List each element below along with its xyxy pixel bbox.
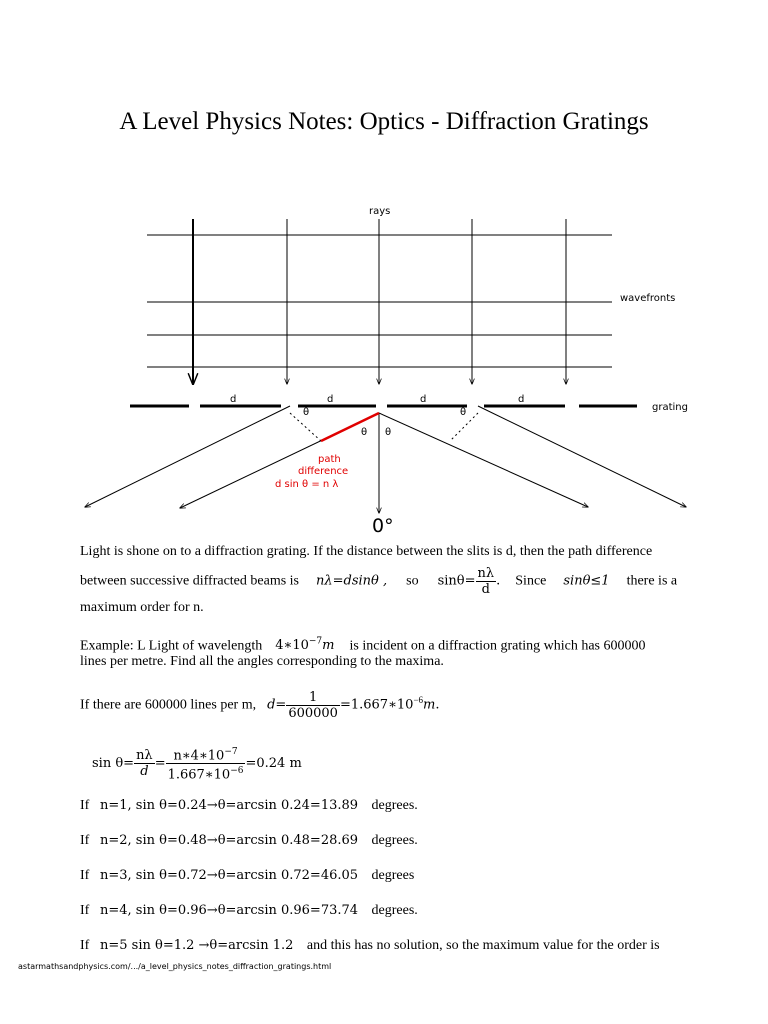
sine-eq-f2-num-exp: −7 bbox=[224, 747, 238, 757]
path-caption-line1: path bbox=[318, 454, 341, 465]
sine-fraction bbox=[476, 566, 497, 597]
sine-eq-lhs: sin θ= bbox=[92, 756, 135, 772]
intro-line-1: Light is shone on to a diffraction grating. If the distance between the slits is d, then the path difference bbox=[80, 544, 653, 559]
theta-label-3: θ bbox=[385, 427, 392, 438]
spacing-prefix: If there are 600000 lines per m, bbox=[80, 697, 257, 713]
case-if: If bbox=[80, 868, 90, 883]
wavelength-mantissa: 4∗10 bbox=[275, 638, 309, 654]
case-if: If bbox=[80, 903, 90, 918]
source-url: astarmathsandphysics.com/.../a_level_physics_notes_diffraction_gratings.html bbox=[18, 962, 332, 971]
slit-label-3: d bbox=[420, 394, 427, 405]
case-if: If bbox=[80, 938, 90, 953]
intro-line-2-end: there is a bbox=[626, 573, 678, 589]
path-difference-caption bbox=[275, 454, 348, 490]
spacing-unit: m bbox=[423, 697, 436, 713]
case-equation: n=5 sin θ=1.2 →θ=arcsin 1.2 bbox=[100, 938, 294, 953]
intro-line-2-text: between successive diffracted beams is bbox=[80, 573, 299, 589]
diffraction-grating-diagram bbox=[0, 195, 768, 535]
sine-end: . bbox=[496, 573, 501, 589]
wavefronts-label: wavefronts bbox=[620, 293, 676, 304]
sine-fraction-denominator: d bbox=[481, 582, 490, 597]
slit-label-4: d bbox=[518, 394, 525, 405]
case-row bbox=[80, 831, 418, 851]
case-if: If bbox=[80, 833, 90, 848]
zero-order-label: 0° bbox=[372, 515, 394, 535]
spacing-fraction bbox=[286, 690, 340, 721]
spacing-line bbox=[80, 690, 440, 721]
construction-lines bbox=[290, 413, 478, 441]
case-row bbox=[80, 901, 418, 921]
case-unit: degrees. bbox=[371, 903, 418, 918]
intro-line-2 bbox=[80, 566, 677, 597]
case-if: If bbox=[80, 798, 90, 813]
spacing-denominator: 600000 bbox=[288, 706, 338, 721]
spacing-exponent: −6 bbox=[413, 695, 424, 706]
example-suffix: is incident on a diffraction grating which has 600000 bbox=[349, 638, 646, 654]
wavelength-exponent: −7 bbox=[308, 637, 323, 647]
grating-label: grating bbox=[652, 402, 688, 413]
spacing-numerator: 1 bbox=[286, 690, 340, 706]
intro-line-3: maximum order for n. bbox=[80, 600, 204, 615]
case-unit: degrees. bbox=[371, 833, 418, 848]
case-row bbox=[80, 866, 414, 886]
case-equation: n=1, sin θ=0.24→θ=arcsin 0.24=13.89 bbox=[100, 798, 359, 813]
sine-eq-fraction-1 bbox=[134, 748, 155, 779]
sine-equation-line bbox=[92, 745, 302, 783]
rays-label: rays bbox=[369, 206, 391, 217]
sine-fraction-numerator: nλ bbox=[477, 566, 495, 581]
sine-bound-equation: sinθ≤1 bbox=[563, 573, 610, 589]
since-word: Since bbox=[515, 573, 547, 589]
page-title: A Level Physics Notes: Optics - Diffraction Gratings bbox=[119, 108, 649, 135]
case-unit: degrees bbox=[371, 868, 415, 883]
diffracted-rays bbox=[85, 406, 686, 513]
sine-eq-fraction-2-denominator bbox=[166, 764, 246, 782]
sine-eq-f2-num-text: n∗4∗10 bbox=[173, 748, 225, 764]
sine-eq-f2-den-exp: −6 bbox=[230, 766, 244, 777]
sine-eq-fraction-2-numerator bbox=[166, 745, 246, 764]
case-unit: degrees. bbox=[371, 798, 418, 813]
slit-label-1: d bbox=[230, 394, 237, 405]
spacing-end: . bbox=[435, 697, 440, 713]
sine-eq-rhs: =0.24 m bbox=[245, 756, 302, 772]
sine-eq-equals: = bbox=[154, 756, 166, 772]
sine-lhs: sinθ= bbox=[437, 573, 476, 589]
case-unit: and this has no solution, so the maximum value for the order is bbox=[306, 938, 660, 953]
case-row bbox=[80, 796, 418, 816]
sine-eq-f2-den-text: 1.667∗10 bbox=[167, 767, 231, 783]
theta-label-4: θ bbox=[460, 407, 467, 418]
theta-label-2: θ bbox=[361, 427, 368, 438]
slit-label-2: d bbox=[327, 394, 334, 405]
case-row bbox=[80, 936, 660, 956]
example-line-2: lines per metre. Find all the angles corresponding to the maxima. bbox=[80, 654, 444, 669]
spacing-lhs: d= bbox=[267, 697, 287, 713]
case-equation: n=3, sin θ=0.72→θ=arcsin 0.72=46.05 bbox=[100, 868, 359, 883]
theta-label-1: θ bbox=[303, 407, 310, 418]
case-equation: n=4, sin θ=0.96→θ=arcsin 0.96=73.74 bbox=[100, 903, 359, 918]
example-prefix: Example: L Light of wavelength bbox=[80, 638, 263, 654]
sine-eq-fraction-1-denominator: d bbox=[140, 764, 149, 780]
path-caption-line2: difference bbox=[298, 466, 349, 477]
path-difference-line bbox=[321, 413, 379, 441]
wavelength-unit: m bbox=[322, 638, 335, 654]
case-equation: n=2, sin θ=0.48→θ=arcsin 0.48=28.69 bbox=[100, 833, 359, 848]
so-word: so bbox=[406, 573, 419, 589]
sine-eq-fraction-1-numerator: nλ bbox=[136, 748, 153, 764]
sine-eq-fraction-2 bbox=[166, 745, 246, 783]
spacing-rhs: =1.667∗10 bbox=[339, 697, 414, 713]
path-caption-line3: d sin θ = n λ bbox=[275, 479, 339, 490]
path-difference-equation: nλ=dsinθ , bbox=[316, 573, 388, 589]
